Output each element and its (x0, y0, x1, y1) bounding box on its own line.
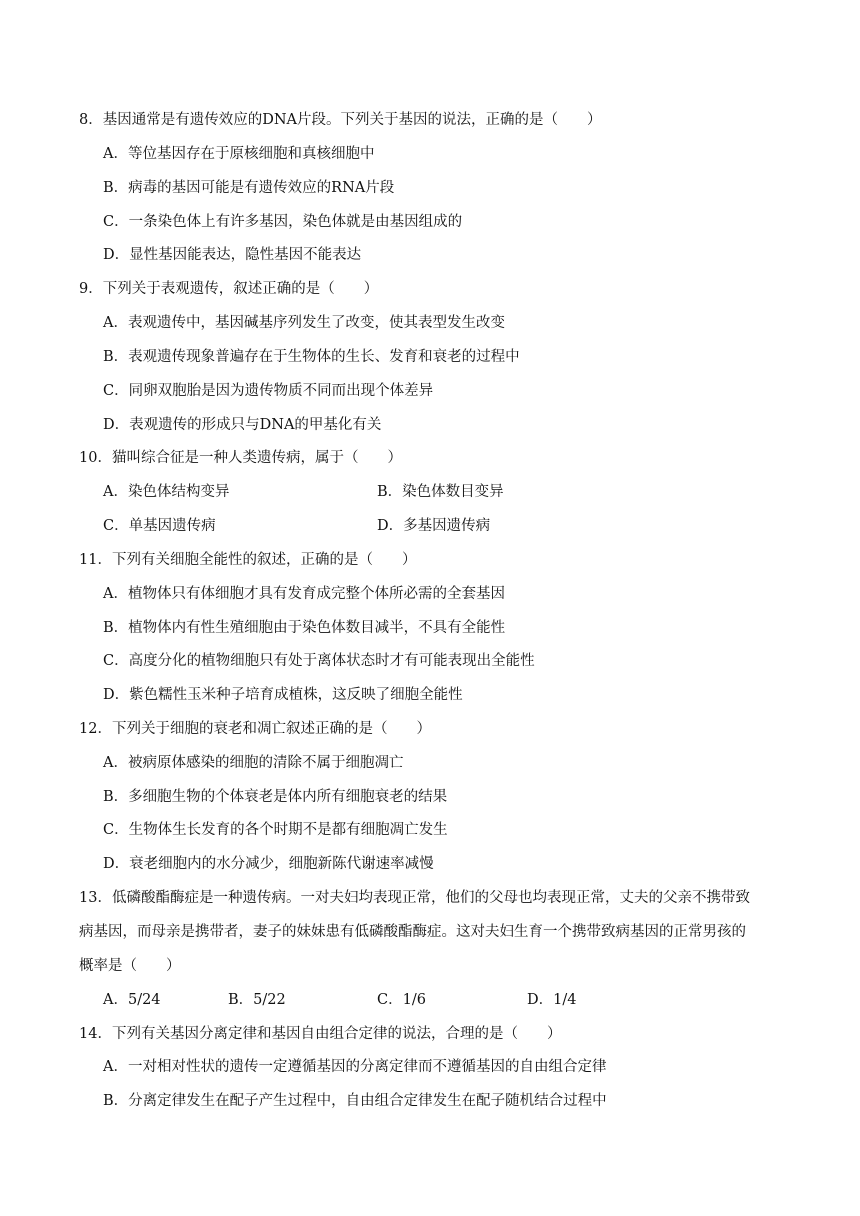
question-13-option-d: D．1/4 (527, 992, 577, 1008)
question-14-option-b: B．分离定律发生在配子产生过程中，自由组合定律发生在配子随机结合过程中 (103, 1093, 607, 1109)
question-9-stem: 9．下列关于表观遗传，叙述正确的是（ ） (79, 281, 379, 297)
question-9-option-d: D．表观遗传的形成只与DNA的甲基化有关 (103, 417, 382, 433)
question-13-option-c: C．1/6 (377, 992, 426, 1008)
question-14-stem: 14．下列有关基因分离定律和基因自由组合定律的说法，合理的是（ ） (79, 1026, 562, 1042)
question-9-option-a: A．表观遗传中，基因碱基序列发生了改变，使其表型发生改变 (103, 315, 505, 331)
question-13-stem-line-3: 概率是（ ） (79, 958, 181, 974)
question-10-option-c: C．单基因遗传病 (103, 518, 216, 534)
question-9-option-b: B．表观遗传现象普遍存在于生物体的生长、发育和衰老的过程中 (103, 349, 520, 365)
question-9-option-c: C．同卵双胞胎是因为遗传物质不同而出现个体差异 (103, 383, 434, 399)
question-8-option-b: B．病毒的基因可能是有遗传效应的RNA片段 (103, 180, 395, 196)
question-10-option-b: B．染色体数目变异 (377, 484, 504, 500)
question-12-option-d: D．衰老细胞内的水分减少，细胞新陈代谢速率减慢 (103, 856, 434, 872)
question-8-option-d: D．显性基因能表达，隐性基因不能表达 (103, 247, 362, 263)
question-8-stem: 8．基因通常是有遗传效应的DNA片段。下列关于基因的说法，正确的是（ ） (79, 112, 602, 128)
question-11-stem: 11．下列有关细胞全能性的叙述，正确的是（ ） (79, 552, 417, 568)
question-11-option-c: C．高度分化的植物细胞只有处于离体状态时才有可能表现出全能性 (103, 653, 535, 669)
question-13-option-a: A．5/24 (103, 992, 161, 1008)
question-11-option-a: A．植物体只有体细胞才具有发育成完整个体所必需的全套基因 (103, 586, 505, 602)
question-8-option-a: A．等位基因存在于原核细胞和真核细胞中 (103, 146, 375, 162)
question-8-option-c: C．一条染色体上有许多基因，染色体就是由基因组成的 (103, 214, 463, 230)
question-11-option-b: B．植物体内有性生殖细胞由于染色体数目减半，不具有全能性 (103, 620, 506, 636)
question-12-stem: 12．下列关于细胞的衰老和凋亡叙述正确的是（ ） (79, 721, 431, 737)
question-10-option-d: D．多基因遗传病 (377, 518, 491, 534)
question-13-stem-line-1: 13．低磷酸酯酶症是一种遗传病。一对夫妇均表现正常，他们的父母也均表现正常，丈夫的父亲不携带致 (79, 890, 750, 906)
question-13-option-b: B．5/22 (228, 992, 286, 1008)
question-14-option-a: A．一对相对性状的遗传一定遵循基因的分离定律而不遵循基因的自由组合定律 (103, 1059, 607, 1075)
question-12-option-b: B．多细胞生物的个体衰老是体内所有细胞衰老的结果 (103, 789, 448, 805)
question-12-option-a: A．被病原体感染的细胞的清除不属于细胞凋亡 (103, 755, 404, 771)
question-13-stem-line-2: 病基因，而母亲是携带者，妻子的妹妹患有低磷酸酯酶症。这对夫妇生育一个携带致病基因的正常男孩的 (79, 924, 746, 940)
question-10-option-a: A．染色体结构变异 (103, 484, 230, 500)
question-10-stem: 10．猫叫综合征是一种人类遗传病，属于（ ） (79, 450, 402, 466)
question-12-option-c: C．生物体生长发育的各个时期不是都有细胞凋亡发生 (103, 822, 448, 838)
question-11-option-d: D．紫色糯性玉米种子培育成植株，这反映了细胞全能性 (103, 687, 463, 703)
